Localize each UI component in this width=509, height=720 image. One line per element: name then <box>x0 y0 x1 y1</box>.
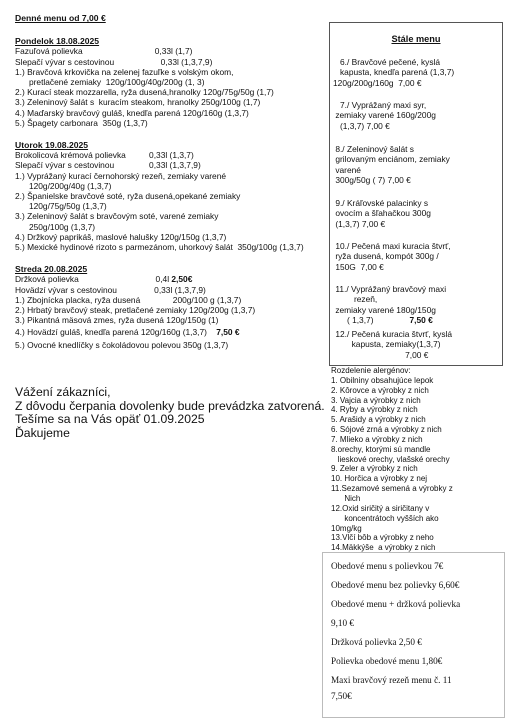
permanent-item-line: 7./ Vyprážaný maxi syr, <box>333 100 427 110</box>
permanent-menu-title: Stále menu <box>391 34 441 44</box>
allergen-item: 3. Vajcia a výrobky z nich <box>331 395 421 405</box>
menu-line: 2.) Kurací steak mozzarella, ryža dusená,hranolky 120g/75g/50g (1,7) <box>15 87 274 98</box>
menu-line: 1.) Zbojnícka placka, ryža dusená 200g/100 g (1,3,7) <box>15 294 242 305</box>
price-line: Obedové menu bez polievky 6,60€ <box>331 580 460 590</box>
notice-line: Vážení zákazníci, <box>15 385 111 399</box>
price-line: Obedové menu s polievkou 7€ <box>331 561 444 571</box>
permanent-item <box>333 198 431 229</box>
menu-line: 3.) Zeleninový šalát s kuracím steakom, hranolky 250g/100g (1,7) <box>15 97 261 108</box>
menu-line: 1.) Vyprážaný kurací černohorský rezeň, zemiaky varené <box>15 170 227 181</box>
allergen-item: 2. Kôrovce a výrobky z nich <box>331 385 429 395</box>
permanent-item-line: kapusta, knedľa parená (1,3,7) <box>333 67 455 78</box>
allergen-item: 1. Obilniny obsahujúce lepok <box>331 375 434 385</box>
menu-line: 250g/100g (1,3,7) <box>15 221 96 232</box>
permanent-item <box>333 284 446 326</box>
price-list-box <box>322 552 505 718</box>
permanent-item-line: (1,3,7) 7,00 € <box>333 120 390 131</box>
price-line: Maxi bravčový rezeň menu č. 11 <box>331 675 452 685</box>
menu-line: Slepačí vývar s cestovinou 0,33l (1,3,7,9) <box>15 56 213 67</box>
allergen-item: 8.orechy, ktorými sú mandle <box>331 444 431 454</box>
day-heading: Pondelok 18.08.2025 <box>15 36 100 47</box>
permanent-item-text: ( 1,3,7) <box>333 315 374 326</box>
closure-notice <box>15 386 325 440</box>
permanent-item-line: kapusta, zemiaky(1,3,7) <box>333 339 441 350</box>
allergen-item: 9. Zeler a výrobky z nich <box>331 464 418 474</box>
allergen-item: 11.Sezamové semená a výrobky z <box>331 484 453 494</box>
notice-line: Ďakujeme <box>15 425 70 440</box>
item-price: 7,50 € <box>409 315 433 326</box>
menu-line-text: Držková polievka 0,4l <box>15 274 172 285</box>
notice-line: Tešíme sa na Vás opäť 01.09.2025 <box>15 412 205 427</box>
allergen-item: lieskové orechy, vlašské orechy <box>331 454 450 464</box>
permanent-item-line: 8./ Zeleninový šalát s <box>333 144 414 154</box>
permanent-item-line: 120g/200g/160g 7,00 € <box>333 77 422 88</box>
permanent-item-line: 9./ Kráľovské palacinky s <box>333 198 429 208</box>
menu-line: Fazuľová polievka 0,33l (1,7) <box>15 46 193 57</box>
menu-line: 2.) Hrbatý bravčový steak, pretlačené zemiaky 120g/200g (1,3,7) <box>15 305 256 316</box>
allergen-item: 10. Horčica a výrobky z nej <box>331 474 428 484</box>
menu-line <box>15 274 335 284</box>
daily-menu <box>15 13 335 350</box>
menu-line: Brokolicová krémová polievka 0,33l (1,3,7) <box>15 150 194 161</box>
allergen-item: 12.Oxid siričitý a siričitany v <box>331 503 430 513</box>
day-heading: Utorok 19.08.2025 <box>15 140 89 151</box>
menu-line: 5.) Ovocné knedlíčky s čokoládovou polevou 350g (1,3,7) <box>15 339 229 350</box>
permanent-item-line: (1,3,7) 7,00 € <box>333 218 386 229</box>
permanent-item-line: varené <box>333 164 361 175</box>
menu-line: 120g/200g/40g (1,3,7) <box>15 180 112 191</box>
permanent-item-line: zemiaky varené 160g/200g <box>333 110 436 121</box>
menu-line: Hovädzí vývar s cestovinou 0,33l (1,3,7,9) <box>15 284 206 295</box>
item-price: 7,50 € <box>216 327 240 338</box>
permanent-item-line: 12./ Pečená kuracia štvrť, kyslá <box>333 329 453 339</box>
menu-line: 3.) Zeleninový šalát s bravčovým soté, varené zemiaky <box>15 211 219 222</box>
allergen-item: Nich <box>331 493 361 503</box>
permanent-item-line: zemiaky varené 180g/150g <box>333 304 436 315</box>
allergen-item: 10mg/kg <box>331 523 362 533</box>
menu-line <box>15 327 335 337</box>
permanent-item-line: 10./ Pečená maxi kuracia štvrť, <box>333 241 451 251</box>
day-items <box>15 274 335 349</box>
permanent-item-line: 150G 7,00 € <box>333 261 384 272</box>
menu-line: 3.) Pikantná mäsová zmes, ryža dusená 120g/150g (1) <box>15 315 219 326</box>
menu-line: 4.) Maďarský bravčový guláš, knedľa parená 120g/160g (1,3,7) <box>15 107 249 118</box>
price-line: Držková polievka 2,50 € <box>331 637 422 647</box>
menu-line: pretlačené zemiaky 120g/100g/40g/200g (1, 3) <box>15 77 205 88</box>
permanent-item <box>333 144 450 186</box>
day-items <box>15 150 335 252</box>
permanent-item-line: ryža dusená, kompót 300g / <box>333 251 439 262</box>
allergen-item: 7. Mlieko a výrobky z nich <box>331 434 423 444</box>
notice-line: Z dôvodu čerpania dovolenky bude prevádzka zatvorená. <box>15 398 325 413</box>
permanent-item-line <box>333 315 446 325</box>
allergen-item: koncentrátoch vyšších ako <box>331 513 439 523</box>
menu-line: 5.) Špagety carbonara 350g (1,3,7) <box>15 117 148 128</box>
allergen-item: 5. Arašidy a výrobky z nich <box>331 415 426 425</box>
allergen-item: 6. Sójové zrná a výrobky z nich <box>331 425 442 435</box>
menu-line: Slepačí vývar s cestovinou 0,33l (1,3,7,9) <box>15 160 201 171</box>
permanent-item <box>333 329 452 360</box>
menu-title: Denné menu od 7,00 € <box>15 13 106 23</box>
allergen-item: 13.Vlčí bôb a výrobky z neho <box>331 533 434 543</box>
permanent-item-line: ovocím a šľahačkou 300g <box>333 208 431 219</box>
price-line: 7,50€ <box>331 691 352 701</box>
allergen-item: 14.Mäkkýše a výrobky z nich <box>331 543 436 553</box>
soup-price: 2,50€ <box>171 274 193 285</box>
permanent-item-line: rezeň, <box>333 294 378 305</box>
menu-line-text: 4.) Hovädzí guláš, knedľa parená 120g/160g (1,3,7) <box>15 327 217 338</box>
day-heading: Streda 20.08.2025 <box>15 264 88 275</box>
price-line: Polievka obedové menu 1,80€ <box>331 656 443 666</box>
menu-line: 4.) Držkový paprikáš, maslové halušky 120g/150g (1,3,7) <box>15 231 227 242</box>
permanent-item <box>333 57 454 88</box>
allergen-item: 4. Ryby a výrobky z nich <box>331 405 418 415</box>
permanent-item-line: 300g/50g ( 7) 7,00 € <box>333 175 411 186</box>
permanent-item-line: grilovaným enciánom, zemiaky <box>333 154 450 165</box>
price-line: Obedové menu + držková polievka <box>331 599 461 609</box>
menu-line: 5.) Mexické hydinové rizoto s parmezánom, uhorkový šalát 350g/100g (1,3,7) <box>15 242 304 253</box>
permanent-menu-box <box>329 22 503 366</box>
permanent-item <box>333 241 451 272</box>
permanent-item-line: 7,00 € <box>333 349 429 360</box>
allergen-list <box>331 366 453 553</box>
permanent-item <box>333 100 436 131</box>
permanent-item-line: 6./ Bravčové pečené, kyslá <box>333 57 441 67</box>
price-line: 9,10 € <box>331 618 354 628</box>
menu-line: 120g/75g/50g (1,3,7) <box>15 201 107 212</box>
day-items <box>15 46 335 128</box>
menu-line: 2.) Španielske bravčové soté, ryža dusená,opekané zemiaky <box>15 191 241 202</box>
allergen-title: Rozdelenie alergénov: <box>331 366 411 375</box>
permanent-item-line: 11./ Vyprážaný bravčový maxi <box>333 284 447 294</box>
menu-line: 1.) Bravčová krkovička na zelenej fazuľke s volským okom, <box>15 66 234 77</box>
